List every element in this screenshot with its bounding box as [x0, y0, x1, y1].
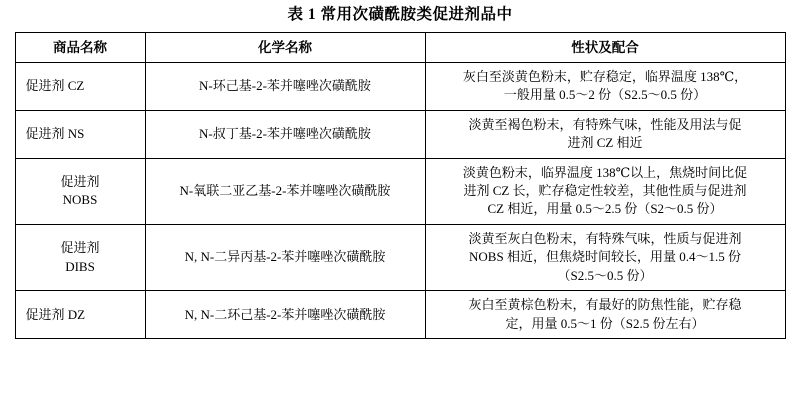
cell-product-name	[15, 291, 145, 339]
cell-line: NOBS	[62, 192, 98, 208]
cell-chemical-name: N-叔丁基-2-苯并噻唑次磺酰胺	[145, 110, 425, 158]
cell-properties	[425, 291, 785, 339]
table-row	[15, 62, 785, 110]
cell-product-name	[15, 224, 145, 290]
cell-properties	[425, 224, 785, 290]
cell-line: 进剂 CZ 相近	[567, 135, 643, 151]
cell-product-name	[15, 62, 145, 110]
cell-line: 促进剂 CZ	[25, 77, 85, 93]
cell-line: 促进剂	[60, 173, 100, 189]
cell-line: 淡黄色粉末，临界温度 138℃以上，焦烧时间比促	[462, 164, 748, 180]
column-header-product-name: 商品名称	[15, 32, 145, 62]
column-header-properties: 性状及配合	[425, 32, 785, 62]
cell-chemical-name: N-环己基-2-苯并噻唑次磺酰胺	[145, 62, 425, 110]
cell-chemical-name: N-氧联二亚乙基-2-苯并噻唑次磺酰胺	[145, 158, 425, 224]
table-row	[15, 158, 785, 224]
cell-properties	[425, 110, 785, 158]
cell-line: 淡黄至灰白色粉末，有特殊气味，性质与促进剂	[468, 230, 742, 246]
cell-line: NOBS 相近，但焦烧时间较长，用量 0.4～1.5 份	[469, 249, 741, 265]
cell-line: （S2.5～0.5 份）	[557, 267, 653, 283]
cell-properties	[425, 158, 785, 224]
cell-line: 灰白至黄棕色粉末，有最好的防焦性能，贮存稳	[468, 297, 742, 313]
cell-line: 促进剂	[60, 240, 100, 256]
table-row	[15, 291, 785, 339]
cell-properties	[425, 62, 785, 110]
table-row	[15, 224, 785, 290]
cell-line: 促进剂 DZ	[25, 306, 86, 322]
cell-line: 促进剂 NS	[25, 125, 85, 141]
cell-chemical-name: N, N-二环己基-2-苯并噻唑次磺酰胺	[145, 291, 425, 339]
cell-line: DIBS	[65, 258, 95, 274]
cell-line: 一般用量 0.5～2 份（S2.5～0.5 份）	[503, 87, 707, 103]
promoter-table	[15, 32, 786, 340]
cell-product-name	[15, 110, 145, 158]
table-body	[15, 62, 785, 338]
column-header-chemical-name: 化学名称	[145, 32, 425, 62]
cell-chemical-name: N, N-二异丙基-2-苯并噻唑次磺酰胺	[145, 224, 425, 290]
cell-product-name	[15, 158, 145, 224]
cell-line: 淡黄至褐色粉末，有特殊气味，性能及用法与促	[468, 116, 742, 132]
cell-line: 定，用量 0.5～1 份（S2.5 份左右）	[505, 315, 705, 331]
table-row	[15, 110, 785, 158]
table-title: 表 1 常用次磺酰胺类促进剂品中	[287, 6, 513, 23]
table-header	[15, 32, 785, 62]
cell-line: 灰白至淡黄色粉末，贮存稳定，临界温度 138℃，	[462, 68, 748, 84]
cell-line: 进剂 CZ 长，贮存稳定性较差，其他性质与促进剂	[463, 183, 747, 199]
cell-line: CZ 相近，用量 0.5～2.5 份（S2～0.5 份）	[487, 201, 723, 217]
table-header-row	[15, 32, 785, 62]
